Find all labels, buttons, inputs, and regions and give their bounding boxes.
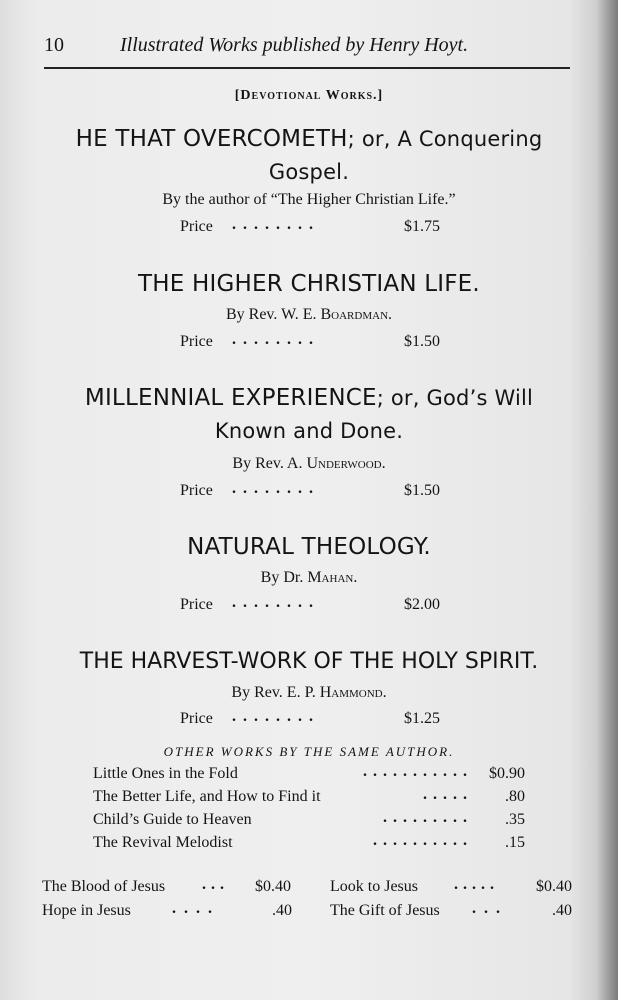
list-item — [93, 834, 533, 857]
item-title: The Blood of Jesus — [42, 878, 166, 895]
leader-dots: ......... — [383, 809, 473, 826]
list-item — [93, 788, 533, 811]
item-title: The Revival Melodist — [93, 834, 233, 851]
entry-title-main: HE THAT OVERCOMETH — [75, 126, 348, 152]
entry-title: THE HIGHER CHRISTIAN LIFE. — [138, 271, 480, 297]
page-edge-shadow — [596, 0, 618, 1000]
list-item — [42, 878, 582, 902]
page-header — [44, 34, 570, 60]
item-price: .40 — [272, 902, 292, 919]
list-item — [42, 902, 582, 926]
leader-dots: ........... — [363, 763, 473, 780]
entry-byline — [0, 306, 618, 324]
price-value: $1.50 — [404, 482, 440, 499]
leader-dots: ........ — [232, 331, 320, 348]
bottom-price-list — [42, 878, 582, 926]
entry-title: THE HARVEST-WORK OF THE HOLY SPIRIT. — [79, 649, 539, 674]
price-value: $2.00 — [404, 596, 440, 613]
header-rule — [44, 67, 570, 69]
entry-byline — [0, 455, 618, 473]
leader-dots: ..... — [454, 876, 499, 893]
entry-title-line2: Gospel. — [268, 160, 350, 184]
item-price: .15 — [505, 834, 525, 851]
item-price: .35 — [505, 811, 525, 828]
leader-dots: ........ — [232, 216, 320, 233]
byline-prefix: By Rev. A. — [232, 455, 303, 472]
leader-dots: ........ — [232, 480, 320, 497]
list-item — [93, 765, 533, 788]
byline-author: Boardman. — [320, 306, 393, 323]
leader-dots: ........ — [232, 594, 320, 611]
item-title: Little Ones in the Fold — [93, 765, 238, 782]
byline-prefix: By Rev. E. P. — [231, 684, 316, 701]
price-label: Price — [180, 710, 213, 727]
leader-dots: ..... — [423, 786, 473, 803]
section-label: [Devotional Works.] — [234, 88, 384, 103]
leader-dots: ........ — [232, 708, 320, 725]
byline-author: Hammond. — [319, 684, 387, 701]
leader-dots: .......... — [373, 832, 473, 849]
entry-byline — [0, 684, 618, 702]
leader-dots: ... — [472, 900, 508, 917]
byline-author: Underwood. — [306, 455, 386, 472]
list-item — [93, 811, 533, 834]
page-number: 10 — [44, 34, 64, 56]
price-label: Price — [180, 218, 213, 235]
price-value: $1.25 — [404, 710, 440, 727]
item-title: Child’s Guide to Heaven — [93, 811, 252, 828]
item-price: .40 — [552, 902, 572, 919]
item-title: The Gift of Jesus — [330, 902, 440, 919]
price-value: $1.50 — [404, 333, 440, 350]
price-label: Price — [180, 482, 213, 499]
entry-title: NATURAL THEOLOGY. — [187, 534, 431, 560]
price-label: Price — [180, 333, 213, 350]
item-price: $0.40 — [255, 878, 291, 895]
leader-dots: .... — [172, 900, 220, 917]
entry-byline — [0, 569, 618, 587]
other-works-list — [93, 765, 533, 857]
other-works-heading: OTHER WORKS BY THE SAME AUTHOR. — [163, 744, 455, 759]
item-price: .80 — [505, 788, 525, 805]
byline-author: Mahan. — [307, 569, 358, 586]
entry-title — [30, 382, 588, 448]
leader-dots: ... — [202, 876, 229, 893]
byline-prefix: By Dr. — [260, 569, 304, 586]
item-title: Hope in Jesus — [42, 902, 131, 919]
item-price: $0.90 — [489, 765, 525, 782]
item-title: The Better Life, and How to Find it — [93, 788, 321, 805]
entry-byline: By the author of “The Higher Christian Life.” — [162, 191, 456, 208]
entry-title-sub: ; or, A Conquering — [347, 127, 543, 151]
byline-prefix: By Rev. W. E. — [225, 306, 317, 323]
price-value: $1.75 — [404, 218, 440, 235]
item-title: Look to Jesus — [330, 878, 418, 895]
entry-title-main: MILLENNIAL EXPERIENCE — [84, 385, 377, 411]
running-title: Illustrated Works published by Henry Hoyt. — [120, 34, 469, 56]
entry-title-sub: ; or, God’s Will — [376, 386, 534, 410]
price-label: Price — [180, 596, 213, 613]
entry-title — [30, 123, 588, 189]
item-price: $0.40 — [536, 878, 572, 895]
entry-title-line2: Known and Done. — [214, 419, 404, 443]
